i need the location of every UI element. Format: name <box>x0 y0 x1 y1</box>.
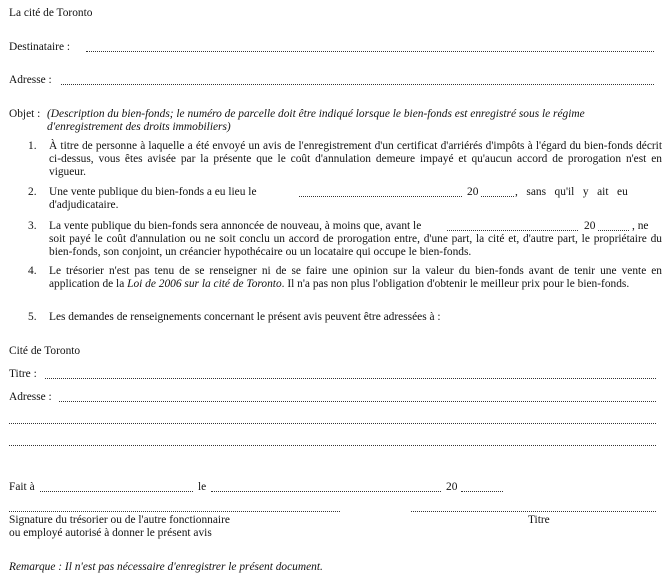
item-3-line-2: soit payé le coût d'annulation ou ne soit conclu un accord de prorogation entre, d'une part, la cité et, d'autre part, le <box>49 233 590 245</box>
signature-caption-line-2: ou employé autorisé à donner le présent avis <box>9 527 212 539</box>
item-4-text <box>49 265 662 291</box>
item-1-line-1: À titre de personne à laquelle a été envoyé un avis de l'enregistrement d'un certificat d'arriérés d'impôts à l'égard du <box>49 140 581 152</box>
item-3-year-field[interactable] <box>598 230 629 231</box>
address-label: Adresse : <box>9 74 52 86</box>
date-year-label: 20 <box>446 481 458 493</box>
item-2-text-part-1: Une vente publique du bien-fonds a eu lieu le <box>49 186 257 198</box>
done-at-label: Fait à <box>9 481 35 493</box>
remark <box>9 561 323 574</box>
item-3-year-label: 20 <box>584 220 596 232</box>
signature-caption-line-1: Signature du trésorier ou de l'autre fonctionnaire <box>9 514 230 526</box>
item-4-line-3: pour le bien-fonds. <box>542 278 630 290</box>
item-4-line-2a: vente en application de la <box>49 265 662 290</box>
item-1-text <box>49 140 662 179</box>
contact-org: Cité de Toronto <box>9 345 81 357</box>
item-5-number: 5. <box>28 311 37 323</box>
contact-address-field-1[interactable] <box>59 401 656 402</box>
item-4-line-1: Le trésorier n'est pas tenu de se renseigner ni de se faire une opinion sur la valeur du bien-fonds avant de tenir une <box>49 265 617 277</box>
remark-text: Il n'est pas nécessaire d'enregistrer le présent document. <box>64 561 323 573</box>
item-2-year-label: 20 <box>467 186 479 198</box>
contact-address-field-3[interactable] <box>9 445 656 446</box>
item-2-text-part-2: , sans qu'il y ait eu <box>515 186 628 198</box>
item-2-line-2: d'adjudicataire. <box>49 199 119 211</box>
address-field[interactable] <box>61 84 654 85</box>
title-caption: Titre <box>528 514 550 526</box>
municipality-heading: La cité de Toronto <box>9 7 93 19</box>
item-3-date-field[interactable] <box>447 230 578 231</box>
recipient-field[interactable] <box>86 51 654 52</box>
item-3-text-part-1: La vente publique du bien-fonds sera annoncée de nouveau, à moins que, avant le <box>49 220 422 232</box>
item-2-year-field[interactable] <box>481 196 514 197</box>
item-1-line-2: bien-fonds décrit ci-dessus, vous êtes avisée par la présente que le coût d'annulation demeure impayé et qu'aucun <box>49 140 663 165</box>
item-1-line-3: accord de prorogation n'est en vigueur. <box>49 153 662 178</box>
item-2-number: 2. <box>28 186 37 198</box>
signature-line[interactable] <box>9 511 340 512</box>
item-3-text-part-2: , ne <box>632 220 649 232</box>
object-label: Objet : <box>9 108 41 120</box>
done-at-field[interactable] <box>40 491 193 492</box>
contact-address-field-2[interactable] <box>9 423 656 424</box>
item-4-law-title: Loi de 2006 sur la cité de Toronto <box>127 278 282 290</box>
item-5-text: Les demandes de renseignements concernant le présent avis peuvent être adressées à : <box>49 311 441 323</box>
item-2-date-field[interactable] <box>299 196 462 197</box>
item-4-line-2b: . Il n'a pas non plus l'obligation d'obtenir le meilleur prix <box>281 278 540 290</box>
object-description-line-1: (Description du bien-fonds; le numéro de parcelle doit être indiqué lorsque le bien-fonds est enregistré sous le régime <box>47 108 585 120</box>
contact-title-label: Titre : <box>9 368 37 380</box>
contact-address-label: Adresse : <box>9 391 52 403</box>
item-3-text <box>49 233 662 259</box>
item-3-line-3: propriétaire du bien-fonds, son conjoint, un créancier hypothécaire ou un locataire qui occupe le bien-fonds. <box>49 233 662 258</box>
date-on-field[interactable] <box>211 491 441 492</box>
date-on-label: le <box>198 481 207 493</box>
item-3-number: 3. <box>28 220 37 232</box>
contact-title-field[interactable] <box>45 378 656 379</box>
title-line[interactable] <box>411 511 656 512</box>
recipient-label: Destinataire : <box>9 41 71 53</box>
item-4-number: 4. <box>28 265 37 277</box>
remark-label: Remarque : <box>9 561 63 573</box>
item-1-number: 1. <box>28 140 37 152</box>
date-year-field[interactable] <box>461 491 503 492</box>
object-description-line-2: d'enregistrement des droits immobiliers) <box>47 121 231 133</box>
